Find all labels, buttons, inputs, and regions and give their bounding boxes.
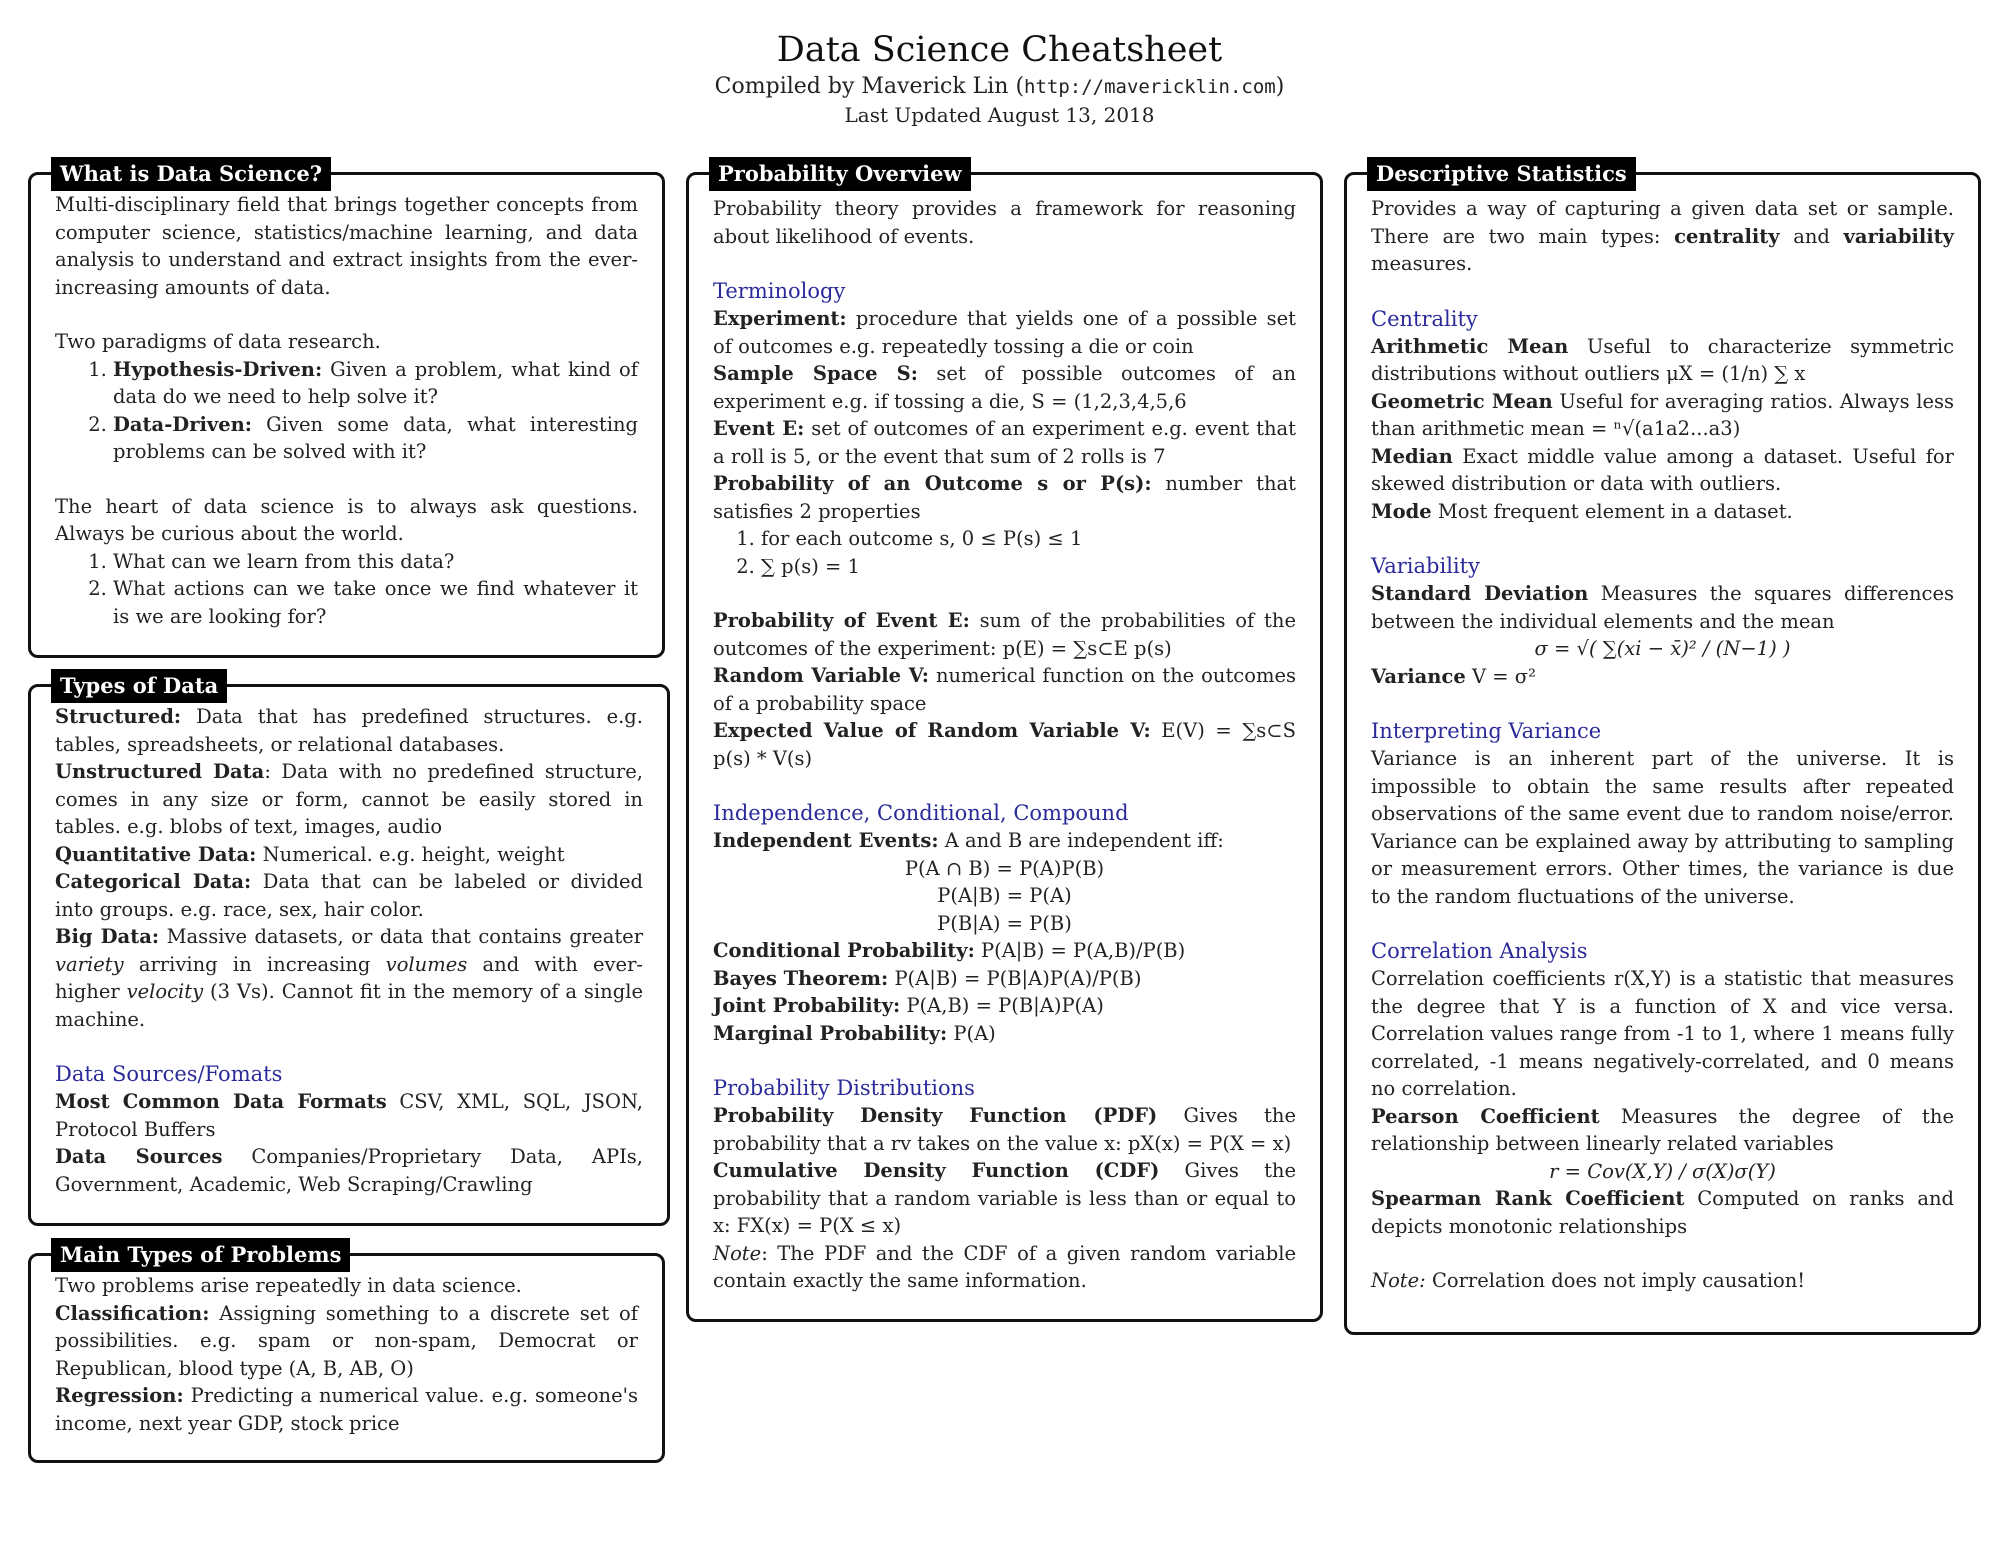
emphasis: volumes [385, 952, 468, 976]
definition-item [713, 1020, 1296, 1048]
term: Data-Driven: [113, 412, 252, 436]
note-label: Note: [1371, 1269, 1426, 1292]
definition-item [1371, 443, 1954, 498]
equation: P(A ∩ B) = P(A)P(B) [904, 856, 1105, 880]
subsection-heading: Interpreting Variance [1371, 719, 1602, 743]
term: Regression: [55, 1384, 184, 1407]
definition-item [55, 1382, 638, 1437]
term: Big Data: [55, 925, 160, 948]
pearson-formula: r = Cov(X,Y) / σ(X)σ(Y) [1549, 1159, 1776, 1183]
probability-box [686, 161, 1323, 1322]
paragraph: Variance is an inherent part of the universe. It is impossible to obtain the same results after repeated observations of the same event due to random noise/error. Variance can be explained away by attributing to sampling or measurement errors. Other times, the variance is due to the random fluctuations of the universe. [1371, 747, 1954, 908]
definition-item [1371, 498, 1954, 526]
page-title: Data Science Cheatsheet [776, 30, 1223, 70]
definition-item [713, 1102, 1296, 1157]
section-title: Main Types of Problems [51, 1238, 350, 1272]
term: Data Sources [55, 1145, 223, 1168]
subsection-heading: Correlation Analysis [1371, 939, 1588, 963]
equation: P(A|B) = P(A) [937, 884, 1072, 907]
emphasis: variability [1843, 224, 1955, 248]
definition-item [55, 758, 643, 841]
term: Categorical Data: [55, 870, 252, 893]
text: (3 Vs). Cannot fit in the memory of a single machine. [55, 980, 643, 1031]
definition: Gives the probability that a random variable is less than or equal to x: FX(x) = P(X ≤ x) [713, 1159, 1296, 1237]
definition: set of outcomes of an experiment e.g. event that a roll is 5, or the event that sum of 2 rolls is 7 [713, 417, 1297, 468]
term: Marginal Probability: [713, 1021, 948, 1045]
text: and with ever-higher [55, 952, 643, 1003]
list-item [113, 411, 638, 466]
definition-item [55, 703, 643, 758]
definition: A and B are independent iff: [944, 829, 1224, 852]
definition: Given a problem, what kind of data do we need to help solve it? [113, 357, 638, 408]
definition: Data that can be labeled or divided into groups. e.g. race, sex, hair color. [55, 870, 643, 921]
definition-item [55, 1300, 638, 1383]
definition-item [713, 827, 1296, 855]
subsection-heading: Variability [1371, 554, 1480, 578]
term: Median [1371, 444, 1453, 468]
big-data-item [55, 923, 643, 1033]
definition-item [713, 607, 1296, 662]
heart-text: The heart of data science is to always ask questions. Always be curious about the world. [55, 494, 638, 545]
sd-formula: σ = √( ∑(xi − x̄)² / (N−1) ) [1534, 637, 1791, 660]
section-title: What is Data Science? [51, 157, 331, 191]
note-text: Correlation does not imply causation! [1431, 1269, 1806, 1292]
types-of-data-box [28, 673, 670, 1226]
definition: set of possible outcomes of an experiment e.g. if tossing a die, S = (1,2,3,4,5,6 [713, 362, 1296, 413]
definition: Useful for averaging ratios. Always less than arithmetic mean = ⁿ√(a1a2...a3) [1371, 389, 1954, 440]
definition: Exact middle value among a dataset. Useful for skewed distribution or data with outliers. [1371, 444, 1954, 495]
subsection-heading: Centrality [1371, 306, 1478, 331]
definition: Computed on ranks and depicts monotonic relationships [1371, 1187, 1954, 1238]
properties-list [713, 525, 1296, 580]
definition: Given some data, what interesting problems can be solved with it? [113, 412, 639, 463]
note-label: Note [713, 1241, 762, 1265]
term: Joint Probability: [713, 994, 901, 1017]
what-is-data-science-box [28, 161, 665, 658]
emphasis: velocity [126, 980, 204, 1003]
section-content [55, 191, 638, 630]
note-text: : The PDF and the CDF of a given random variable contain exactly the same information. [713, 1241, 1296, 1292]
definition: Gives the probability that a rv takes on the value x: pX(x) = P(X = x) [713, 1104, 1296, 1155]
term: Conditional Probability: [713, 939, 975, 962]
list-item: 2. What actions can we take once we find whatever it is we are looking for? [113, 575, 638, 630]
definition: Most frequent element in a dataset. [1437, 499, 1793, 523]
definition: V = σ² [1471, 664, 1536, 688]
questions-list [55, 548, 638, 631]
definition: P(A,B) = P(B|A)P(A) [906, 994, 1104, 1017]
intro-text [1371, 195, 1954, 278]
definition: Measures the squares differences between the individual elements and the mean [1371, 582, 1954, 633]
paragraph: Correlation coefficients r(X,Y) is a statistic that measures the degree that Y is a function of X and vice versa. Correlation values range from -1 to 1, where 1 means fully correlated, -1 means negatively-correlated, and 0 means no correlation. [1371, 967, 1954, 1100]
definition-item [713, 470, 1296, 525]
term: Spearman Rank Coefficient [1371, 1187, 1685, 1210]
problems-box [28, 1242, 665, 1463]
term: Cumulative Density Function (CDF) [713, 1159, 1160, 1182]
emphasis: variety [55, 952, 124, 976]
definition: P(A|B) = P(B|A)P(A)/P(B) [894, 966, 1142, 990]
definition-item [713, 717, 1296, 772]
term: Variance [1371, 664, 1466, 688]
definition: P(A) [953, 1021, 996, 1045]
intro-text: Probability theory provides a framework for reasoning about likelihood of events. [713, 197, 1296, 248]
definition-item [713, 360, 1296, 415]
definition-item [1371, 663, 1954, 691]
term: Mode [1371, 499, 1432, 523]
definition: Assigning something to a discrete set of possibilities. e.g. spam or non-spam, Democrat or Republican, blood type (A, B, AB, O) [55, 1301, 638, 1380]
definition: Predicting a numerical value. e.g. someone's income, next year GDP, stock price [55, 1384, 638, 1435]
definition-item [713, 992, 1296, 1020]
term: Structured: [55, 705, 182, 728]
definition-item [1371, 1185, 1954, 1240]
definition: numerical function on the outcomes of a probability space [713, 664, 1296, 715]
author-url: http://mavericklin.com [1024, 76, 1276, 98]
subsection-heading: Data Sources/Fomats [55, 1062, 283, 1086]
emphasis: centrality [1674, 224, 1780, 248]
definition-item [1371, 333, 1954, 388]
section-title: Descriptive Statistics [1367, 157, 1636, 191]
definition-item [713, 305, 1296, 360]
term: Bayes Theorem: [713, 966, 889, 990]
text: Provides a way of capturing a given data set or sample. There are two main types: [1371, 197, 1954, 248]
section-content [55, 703, 643, 1198]
definition: CSV, XML, SQL, JSON, Protocol Buffers [55, 1090, 643, 1141]
definition-item [713, 662, 1296, 717]
definition-item [1371, 388, 1954, 443]
term: Probability of an Outcome s or P(s): [713, 472, 1152, 495]
section-title: Probability Overview [709, 157, 971, 191]
definition-item [713, 965, 1296, 993]
list-item: 1. What can we learn from this data? [113, 548, 638, 576]
note [1371, 1267, 1954, 1295]
paradigms-intro: Two paradigms of data research. [55, 330, 381, 353]
term: Most Common Data Formats [55, 1090, 387, 1113]
definition: number that satisfies 2 properties [713, 472, 1296, 523]
subsection-heading: Independence, Conditional, Compound [713, 801, 1129, 825]
section-content [713, 195, 1296, 1295]
equation: P(B|A) = P(B) [937, 911, 1072, 935]
subsection-heading: Terminology [713, 279, 846, 303]
definition-item [713, 937, 1296, 965]
subtitle-prefix: Compiled by Maverick Lin ( [714, 74, 1025, 99]
subtitle-suffix: ) [1275, 74, 1285, 99]
definition-item [1371, 1103, 1954, 1158]
term: Independent Events: [713, 829, 939, 852]
descriptive-statistics-box [1344, 161, 1981, 1335]
term: Probability Density Function (PDF) [713, 1104, 1158, 1127]
definition: Measures the degree of the relationship between linearly related variables [1371, 1104, 1954, 1155]
term: Hypothesis-Driven: [113, 357, 323, 381]
term: Random Variable V: [713, 664, 929, 687]
definition-item [55, 868, 643, 923]
definition: : Data with no predefined structure, comes in any size or form, cannot be easily stored in tables. e.g. blobs of text, images, audio [55, 760, 643, 838]
term: Pearson Coefficient [1371, 1104, 1600, 1128]
intro-text: Multi-disciplinary field that brings together concepts from computer science, statistics/machine learning, and data analysis to understand and extract insights from the ever-increasing amounts of data. [55, 193, 638, 299]
definition: Companies/Proprietary Data, APIs, Government, Academic, Web Scraping/Crawling [55, 1145, 644, 1196]
definition-item [1371, 580, 1954, 635]
term: Experiment: [713, 307, 847, 330]
intro-text: Two problems arise repeatedly in data science. [55, 1274, 522, 1297]
page-subtitle [0, 72, 1999, 102]
list-item: 2. ∑ p(s) = 1 [761, 553, 1296, 581]
list-item [113, 356, 638, 411]
definition: sum of the probabilities of the outcomes of the experiment: p(E) = ∑s⊂E p(s) [713, 609, 1296, 660]
section-content [55, 1272, 638, 1437]
last-updated: Last Updated August 13, 2018 [844, 103, 1155, 127]
definition: E(V) = ∑s⊂S p(s) * V(s) [713, 719, 1296, 770]
definition: P(A|B) = P(A,B)/P(B) [981, 939, 1186, 962]
definition-item [55, 841, 643, 869]
term: Standard Deviation [1371, 582, 1589, 605]
list-item: 1. for each outcome s, 0 ≤ P(s) ≤ 1 [761, 525, 1296, 553]
text: measures. [1371, 252, 1473, 275]
definition-item [55, 1143, 643, 1198]
text: Massive datasets, or data that contains greater [166, 925, 644, 948]
paradigms-list [55, 356, 638, 466]
term: Classification: [55, 1301, 210, 1325]
definition: Numerical. e.g. height, weight [262, 842, 565, 866]
section-title: Types of Data [51, 669, 227, 703]
term: Sample Space S: [713, 362, 918, 385]
section-content [1371, 195, 1954, 1295]
subsection-heading: Probability Distributions [713, 1076, 975, 1100]
term: Quantitative Data: [55, 842, 257, 866]
definition: Data that has predefined structures. e.g. tables, spreadsheets, or relational databases. [55, 705, 643, 756]
note [713, 1240, 1296, 1295]
term: Arithmetic Mean [1371, 334, 1569, 358]
text: arriving in increasing [138, 952, 371, 976]
term: Probability of Event E: [713, 609, 970, 632]
definition: procedure that yields one of a possible set of outcomes e.g. repeatedly tossing a die or coin [713, 307, 1297, 358]
definition-item [713, 415, 1296, 470]
definition: Useful to characterize symmetric distributions without outliers μX = (1/n) ∑ x [1371, 334, 1954, 385]
term: Event E: [713, 417, 805, 440]
term: Geometric Mean [1371, 389, 1553, 413]
text: and [1793, 224, 1830, 248]
term: Expected Value of Random Variable V: [713, 719, 1151, 742]
term: Unstructured Data [55, 760, 265, 783]
definition-item [55, 1088, 643, 1143]
definition-item [713, 1157, 1296, 1240]
page-header [0, 28, 1999, 129]
